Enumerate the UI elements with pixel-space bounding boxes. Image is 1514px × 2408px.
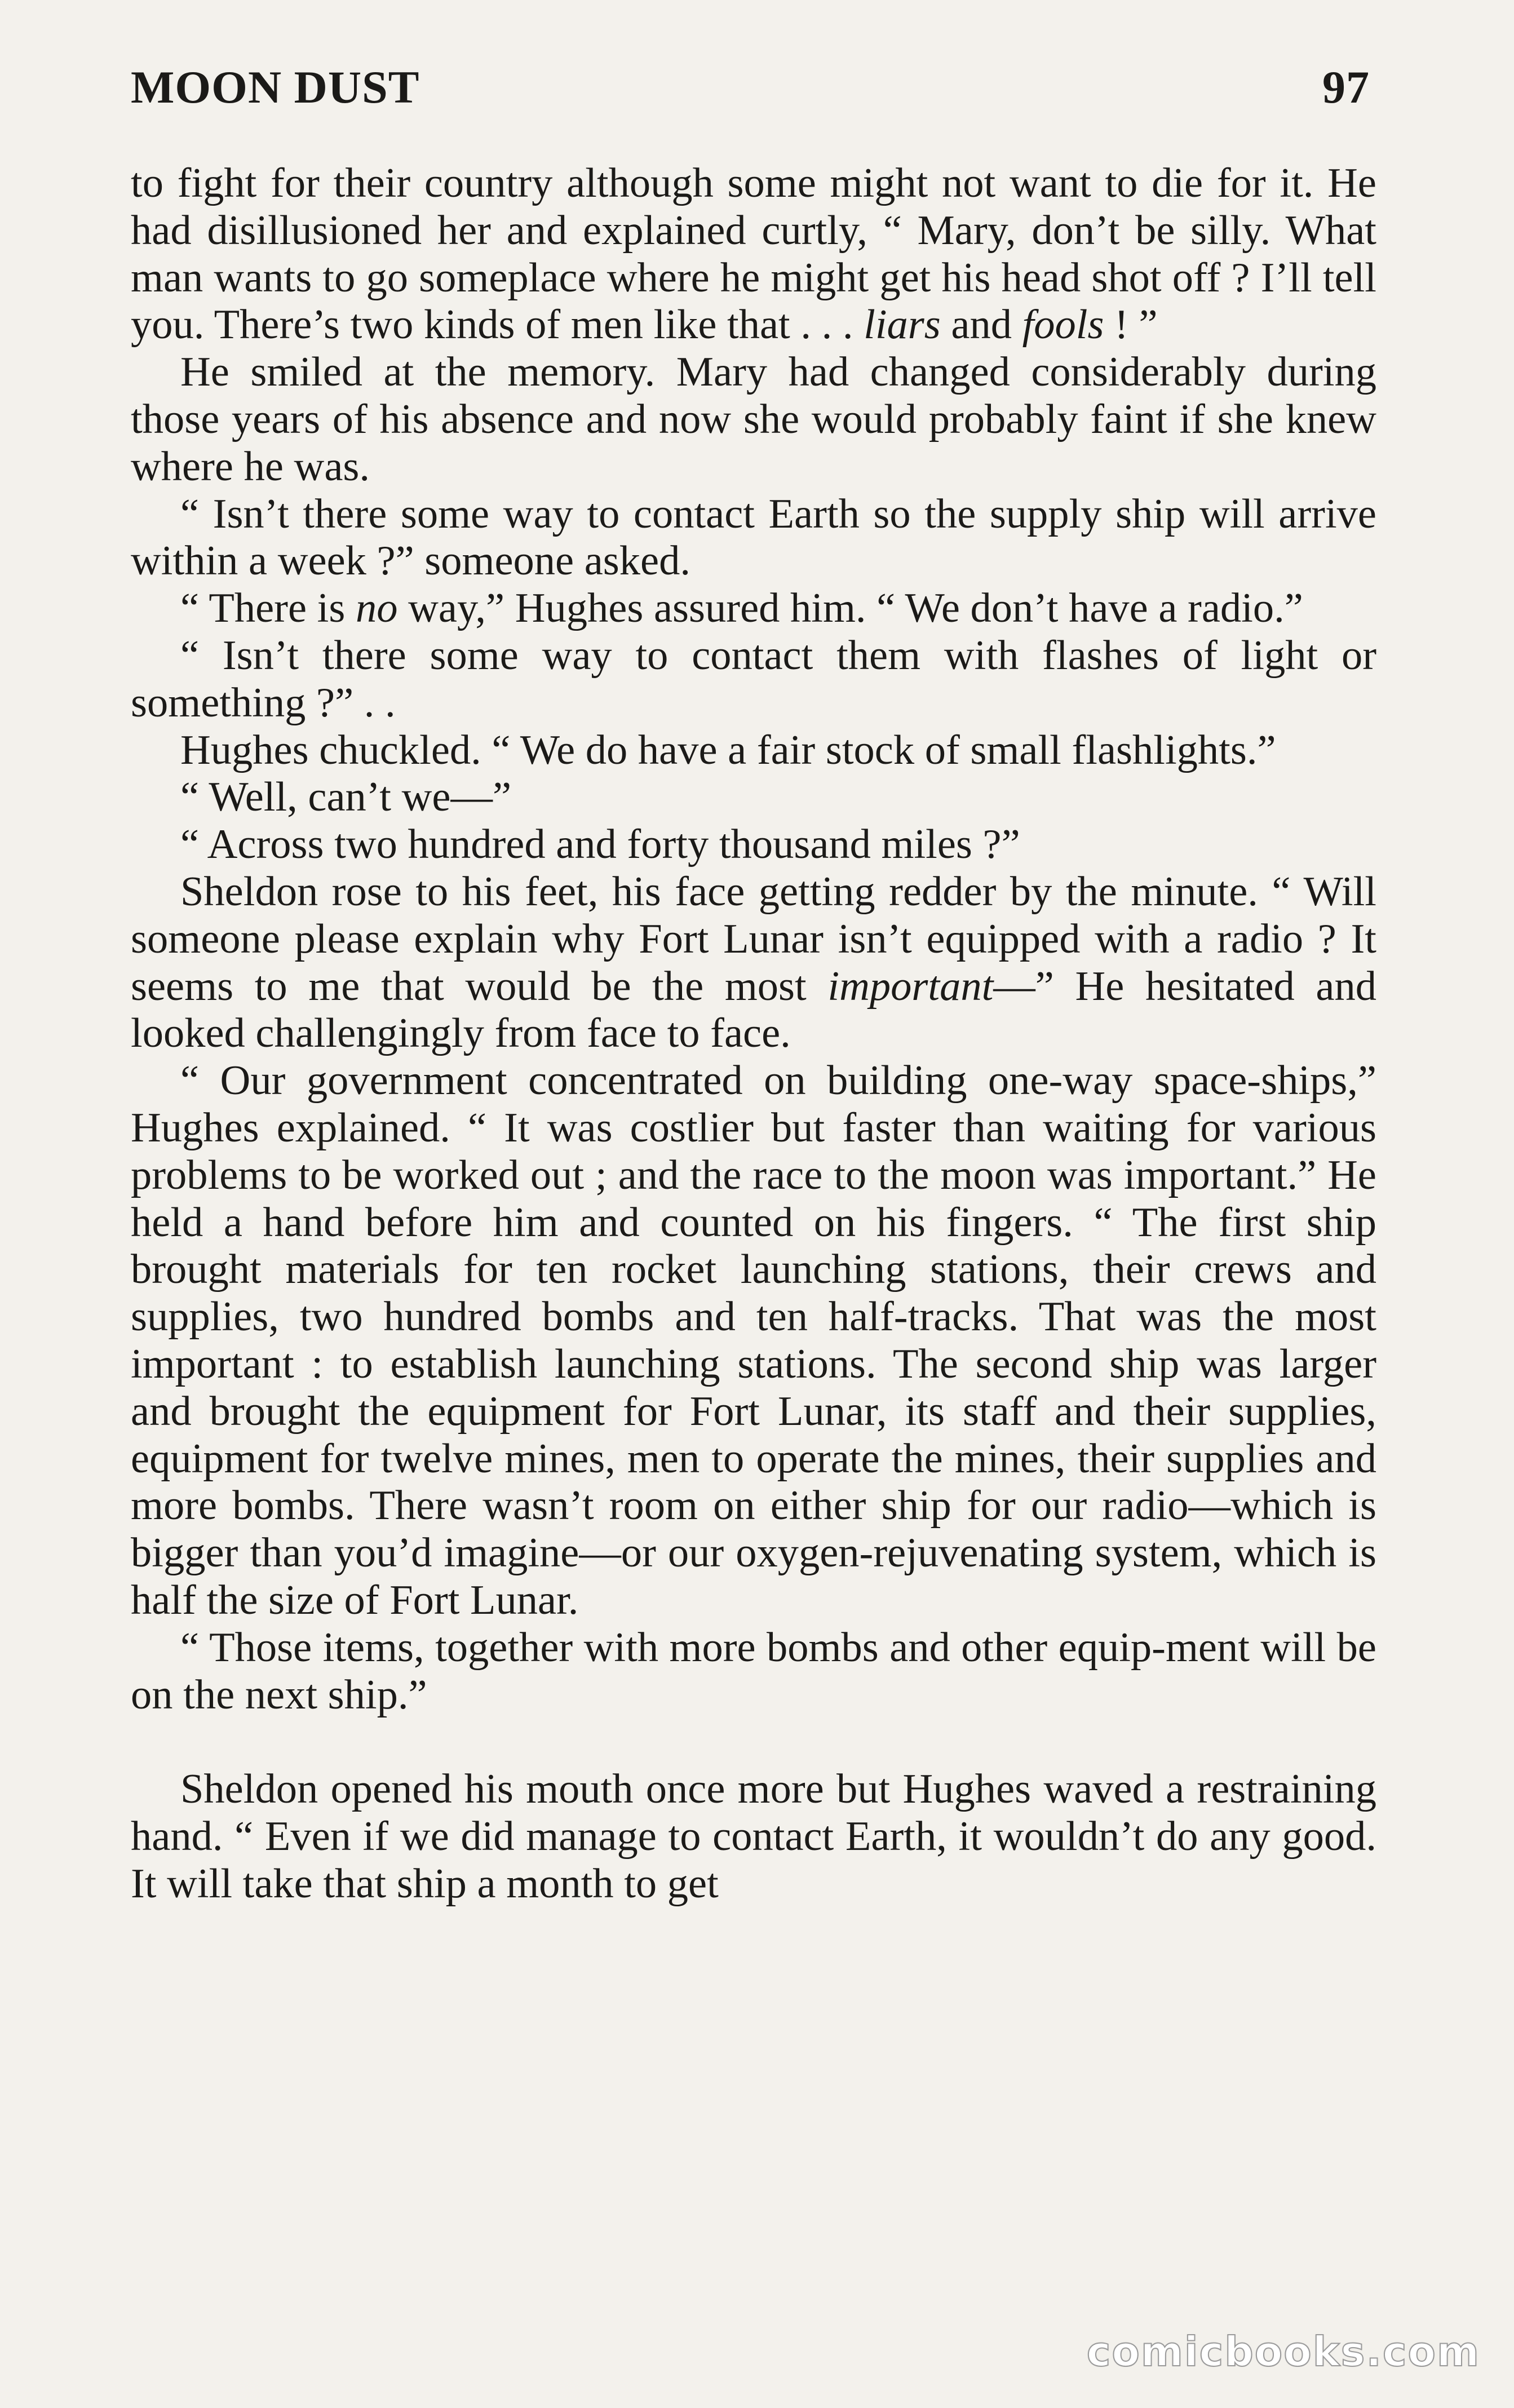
text-run: “ Isn’t there some way to contact them with flashes of light or something ?” . . bbox=[131, 632, 1376, 726]
text-run: and bbox=[940, 302, 1022, 348]
running-title: MOON DUST bbox=[131, 61, 420, 113]
emphasis-text: fools bbox=[1022, 302, 1104, 348]
text-run: way,” Hughes assured him. “ We don’t have a radio.” bbox=[397, 585, 1303, 632]
emphasis-text: important bbox=[827, 963, 994, 1010]
text-run: He smiled at the memory. Mary had changed considerably during those years of his absence and now she would probably faint if she knew where he was. bbox=[131, 349, 1376, 490]
body-text bbox=[131, 160, 1376, 1908]
paragraph bbox=[131, 632, 1376, 727]
paragraph bbox=[131, 1624, 1376, 1719]
text-run: to fight for their country although some might not want to die for it. He had disillusioned her and explained curtly, “ Mary, don’t be silly. What man wants to go someplace where he might get his head shot off ? I’ll tell you. There’s two kinds of men like that . . . bbox=[131, 160, 1376, 348]
paragraph bbox=[131, 727, 1376, 774]
text-run: —” He hesitated and looked challengingly from face to face. bbox=[131, 963, 1376, 1057]
paragraph bbox=[131, 491, 1376, 586]
text-run: Sheldon opened his mouth once more but Hughes waved a restraining hand. “ Even if we did manage to contact Earth, it wouldn’t do any good. It will take that ship a month to get bbox=[131, 1766, 1376, 1907]
paragraph bbox=[131, 349, 1376, 490]
paragraph bbox=[131, 160, 1376, 349]
paragraph bbox=[131, 1057, 1376, 1624]
paragraph bbox=[131, 869, 1376, 1057]
paragraph bbox=[131, 585, 1376, 632]
page-number: 97 bbox=[1322, 61, 1370, 113]
text-run: “ There is bbox=[180, 585, 356, 632]
emphasis-text: no bbox=[356, 585, 398, 632]
text-run: ! ” bbox=[1104, 302, 1158, 348]
text-run: “ Isn’t there some way to contact Earth so the supply ship will arrive within a week ?” someone asked. bbox=[131, 490, 1376, 585]
running-header bbox=[131, 61, 1370, 123]
text-run: “ Our government concentrated on building one-way space-ships,” Hughes explained. “ It was costlier but faster than waiting for various problems to be worked out ; and the race to the moon was important.” He held a hand before him and counted on his fingers. “ The first ship brought materials for ten rocket launching stations, their crews and supplies, two hundred bombs and ten half-tracks. That was the most important : to establish launching stations. The second ship was larger and brought the equipment for Fort Lunar, its staff and their supplies, equipment for twelve mines, men to operate the mines, their supplies and more bombs. There wasn’t room on either ship for our radio—which is bigger than you’d imagine—or our oxygen-rejuvenating system, which is half the size of Fort Lunar. bbox=[131, 1057, 1376, 1623]
text-run: Sheldon rose to his feet, his face getting redder by the minute. “ Will someone please explain why Fort Lunar isn’t equipped with a radio ? It seems to me that would be the most bbox=[131, 868, 1376, 1010]
text-run: “ Well, can’t we—” bbox=[180, 774, 512, 821]
text-run: “ Across two hundred and forty thousand miles ?” bbox=[180, 821, 1020, 868]
paragraph bbox=[131, 821, 1376, 869]
paragraph bbox=[131, 1766, 1376, 1907]
emphasis-text: liars bbox=[864, 302, 941, 348]
watermark-logo: comicbooks.com bbox=[1086, 2328, 1480, 2375]
paragraph bbox=[131, 774, 1376, 821]
text-run: “ Those items, together with more bombs and other equip-ment will be on the next ship.” bbox=[131, 1624, 1376, 1718]
text-run: Hughes chuckled. “ We do have a fair stock of small flashlights.” bbox=[180, 727, 1276, 773]
